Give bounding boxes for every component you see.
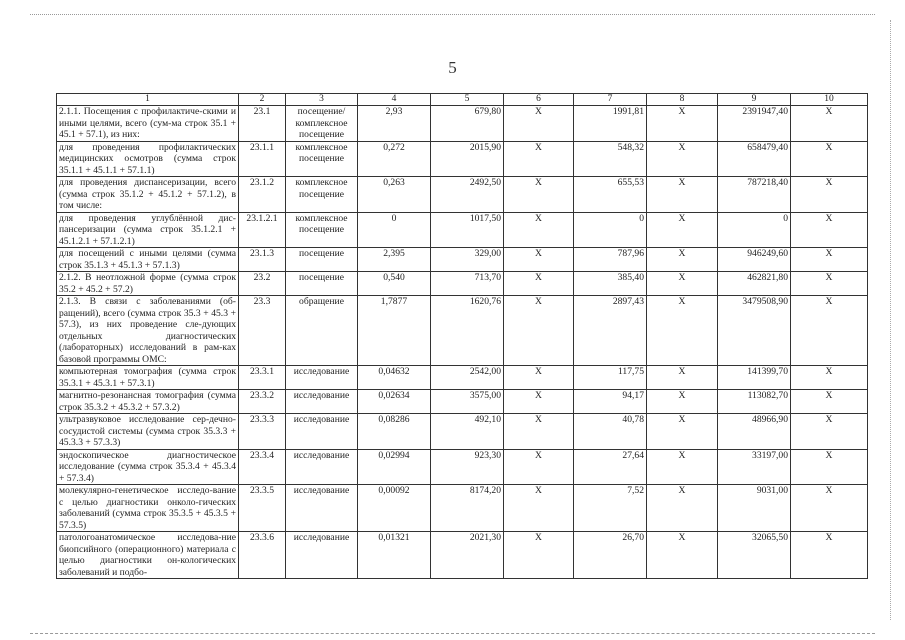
column-header: 8 bbox=[647, 94, 718, 106]
x-mark-cell: Х bbox=[791, 414, 868, 450]
value-cell: 492,10 bbox=[431, 414, 504, 450]
value-cell: 9031,00 bbox=[718, 485, 791, 532]
unit-cell: исследование bbox=[286, 414, 358, 450]
x-mark-cell: Х bbox=[504, 248, 574, 272]
x-mark-cell: Х bbox=[504, 141, 574, 177]
table-header-row bbox=[57, 94, 868, 106]
row-description: ультразвуковое исследование сер-дечно-сосудистой системы (сумма строк 35.3.3 + 45.3.3 + 57.3.3) bbox=[57, 414, 239, 450]
unit-cell: исследование bbox=[286, 449, 358, 485]
row-description: магнитно-резонансная томография (сумма строк 35.3.2 + 45.3.2 + 57.3.2) bbox=[57, 390, 239, 414]
x-mark-cell: Х bbox=[791, 532, 868, 579]
x-mark-cell: Х bbox=[791, 449, 868, 485]
value-cell: 0,00092 bbox=[358, 485, 431, 532]
x-mark-cell: Х bbox=[647, 177, 718, 213]
x-mark-cell: Х bbox=[647, 212, 718, 248]
x-mark-cell: Х bbox=[647, 390, 718, 414]
unit-cell: комплексное посещение bbox=[286, 177, 358, 213]
value-cell: 94,17 bbox=[574, 390, 647, 414]
x-mark-cell: Х bbox=[647, 106, 718, 142]
row-code: 23.3.2 bbox=[239, 390, 286, 414]
x-mark-cell: Х bbox=[647, 414, 718, 450]
column-header: 4 bbox=[358, 94, 431, 106]
value-cell: 462821,80 bbox=[718, 272, 791, 296]
value-cell: 0,272 bbox=[358, 141, 431, 177]
page-bottom-edge bbox=[30, 633, 875, 634]
value-cell: 40,78 bbox=[574, 414, 647, 450]
x-mark-cell: Х bbox=[504, 485, 574, 532]
value-cell: 2021,30 bbox=[431, 532, 504, 579]
x-mark-cell: Х bbox=[504, 106, 574, 142]
table-row bbox=[57, 272, 868, 296]
value-cell: 48966,90 bbox=[718, 414, 791, 450]
x-mark-cell: Х bbox=[791, 485, 868, 532]
table-row bbox=[57, 141, 868, 177]
unit-cell: исследование bbox=[286, 390, 358, 414]
value-cell: 0,04632 bbox=[358, 366, 431, 390]
row-code: 23.3.1 bbox=[239, 366, 286, 390]
value-cell: 113082,70 bbox=[718, 390, 791, 414]
x-mark-cell: Х bbox=[791, 106, 868, 142]
value-cell: 0,02634 bbox=[358, 390, 431, 414]
value-cell: 7,52 bbox=[574, 485, 647, 532]
unit-cell: исследование bbox=[286, 485, 358, 532]
value-cell: 655,53 bbox=[574, 177, 647, 213]
value-cell: 2,93 bbox=[358, 106, 431, 142]
x-mark-cell: Х bbox=[504, 449, 574, 485]
value-cell: 385,40 bbox=[574, 272, 647, 296]
page-right-edge bbox=[890, 20, 891, 620]
x-mark-cell: Х bbox=[791, 390, 868, 414]
value-cell: 0 bbox=[718, 212, 791, 248]
value-cell: 787,96 bbox=[574, 248, 647, 272]
value-cell: 2391947,40 bbox=[718, 106, 791, 142]
value-cell: 548,32 bbox=[574, 141, 647, 177]
unit-cell: исследование bbox=[286, 366, 358, 390]
data-table bbox=[56, 93, 868, 579]
value-cell: 787218,40 bbox=[718, 177, 791, 213]
column-header: 5 bbox=[431, 94, 504, 106]
x-mark-cell: Х bbox=[791, 141, 868, 177]
column-header: 10 bbox=[791, 94, 868, 106]
value-cell: 329,00 bbox=[431, 248, 504, 272]
row-code: 23.3.4 bbox=[239, 449, 286, 485]
value-cell: 26,70 bbox=[574, 532, 647, 579]
x-mark-cell: Х bbox=[504, 366, 574, 390]
x-mark-cell: Х bbox=[791, 366, 868, 390]
row-description: 2.1.1. Посещения с профилактиче-скими и иными целями, всего (сум-ма строк 35.1 + 45.1 + 57.1), из них: bbox=[57, 106, 239, 142]
row-description: компьютерная томография (сумма строк 35.3.1 + 45.3.1 + 57.3.1) bbox=[57, 366, 239, 390]
x-mark-cell: Х bbox=[647, 366, 718, 390]
value-cell: 658479,40 bbox=[718, 141, 791, 177]
table-row bbox=[57, 212, 868, 248]
row-code: 23.1.2.1 bbox=[239, 212, 286, 248]
value-cell: 1991,81 bbox=[574, 106, 647, 142]
value-cell: 27,64 bbox=[574, 449, 647, 485]
value-cell: 141399,70 bbox=[718, 366, 791, 390]
row-description: для проведения углублённой дис-пансеризации (сумма строк 35.1.2.1 + 45.1.2.1 + 57.1.2.1) bbox=[57, 212, 239, 248]
x-mark-cell: Х bbox=[791, 177, 868, 213]
row-description: для посещений с иными целями (сумма строк 35.1.3 + 45.1.3 + 57.1.3) bbox=[57, 248, 239, 272]
row-code: 23.3.5 bbox=[239, 485, 286, 532]
table-row bbox=[57, 449, 868, 485]
table-row bbox=[57, 532, 868, 579]
unit-cell: обращение bbox=[286, 296, 358, 366]
value-cell: 0,08286 bbox=[358, 414, 431, 450]
row-description: для проведения профилактических медицинских осмотров (сумма строк 35.1.1 + 45.1.1 + 57.1.1) bbox=[57, 141, 239, 177]
table-row bbox=[57, 366, 868, 390]
x-mark-cell: Х bbox=[791, 212, 868, 248]
row-description: 2.1.2. В неотложной форме (сумма строк 35.2 + 45.2 + 57.2) bbox=[57, 272, 239, 296]
x-mark-cell: Х bbox=[504, 272, 574, 296]
x-mark-cell: Х bbox=[504, 296, 574, 366]
x-mark-cell: Х bbox=[791, 296, 868, 366]
table-row bbox=[57, 390, 868, 414]
table-row bbox=[57, 485, 868, 532]
table-row bbox=[57, 106, 868, 142]
page-number: 5 bbox=[448, 58, 457, 77]
value-cell: 679,80 bbox=[431, 106, 504, 142]
x-mark-cell: Х bbox=[504, 414, 574, 450]
x-mark-cell: Х bbox=[791, 272, 868, 296]
value-cell: 117,75 bbox=[574, 366, 647, 390]
column-header: 6 bbox=[504, 94, 574, 106]
x-mark-cell: Х bbox=[647, 272, 718, 296]
row-code: 23.1.2 bbox=[239, 177, 286, 213]
row-code: 23.3 bbox=[239, 296, 286, 366]
row-code: 23.1 bbox=[239, 106, 286, 142]
value-cell: 33197,00 bbox=[718, 449, 791, 485]
value-cell: 0,01321 bbox=[358, 532, 431, 579]
value-cell: 923,30 bbox=[431, 449, 504, 485]
row-description: 2.1.3. В связи с заболеваниями (об-ращений), всего (сумма строк 35.3 + 45.3 + 57.3), из них проведение сле-дующих отдельных диагностических (лабораторных) исследований в рам-ках базовой программы ОМС: bbox=[57, 296, 239, 366]
row-description: молекулярно-генетическое исследо-вание с целью диагностики онколо-гических заболеваний (сумма строк 35.3.5 + 45.3.5 + 57.3.5) bbox=[57, 485, 239, 532]
value-cell: 2,395 bbox=[358, 248, 431, 272]
value-cell: 0 bbox=[358, 212, 431, 248]
value-cell: 3479508,90 bbox=[718, 296, 791, 366]
table-row bbox=[57, 296, 868, 366]
value-cell: 3575,00 bbox=[431, 390, 504, 414]
value-cell: 0,263 bbox=[358, 177, 431, 213]
table-row bbox=[57, 177, 868, 213]
row-description: эндоскопическое диагностическое исследование (сумма строк 35.3.4 + 45.3.4 + 57.3.4) bbox=[57, 449, 239, 485]
value-cell: 0,540 bbox=[358, 272, 431, 296]
value-cell: 1620,76 bbox=[431, 296, 504, 366]
unit-cell: комплексное посещение bbox=[286, 141, 358, 177]
unit-cell: исследование bbox=[286, 532, 358, 579]
value-cell: 2897,43 bbox=[574, 296, 647, 366]
unit-cell: посещение bbox=[286, 248, 358, 272]
value-cell: 2492,50 bbox=[431, 177, 504, 213]
unit-cell: посещение bbox=[286, 272, 358, 296]
value-cell: 2015,90 bbox=[431, 141, 504, 177]
value-cell: 946249,60 bbox=[718, 248, 791, 272]
row-code: 23.1.3 bbox=[239, 248, 286, 272]
column-header: 2 bbox=[239, 94, 286, 106]
x-mark-cell: Х bbox=[647, 248, 718, 272]
value-cell: 0 bbox=[574, 212, 647, 248]
row-code: 23.3.6 bbox=[239, 532, 286, 579]
value-cell: 8174,20 bbox=[431, 485, 504, 532]
x-mark-cell: Х bbox=[791, 248, 868, 272]
unit-cell: комплексное посещение bbox=[286, 212, 358, 248]
x-mark-cell: Х bbox=[504, 532, 574, 579]
unit-cell: посещение/ комплексное посещение bbox=[286, 106, 358, 142]
table-row bbox=[57, 248, 868, 272]
x-mark-cell: Х bbox=[647, 449, 718, 485]
row-code: 23.1.1 bbox=[239, 141, 286, 177]
value-cell: 32065,50 bbox=[718, 532, 791, 579]
column-header: 7 bbox=[574, 94, 647, 106]
row-description: патологоанатомическое исследова-ние биопсийного (операционного) материала с целью диагностики он-кологических заболеваний и подбо- bbox=[57, 532, 239, 579]
column-header: 3 bbox=[286, 94, 358, 106]
page-top-edge bbox=[30, 14, 875, 15]
column-header: 1 bbox=[57, 94, 239, 106]
table-row bbox=[57, 414, 868, 450]
column-header: 9 bbox=[718, 94, 791, 106]
value-cell: 2542,00 bbox=[431, 366, 504, 390]
x-mark-cell: Х bbox=[504, 177, 574, 213]
x-mark-cell: Х bbox=[647, 141, 718, 177]
row-code: 23.3.3 bbox=[239, 414, 286, 450]
value-cell: 0,02994 bbox=[358, 449, 431, 485]
value-cell: 1,7877 bbox=[358, 296, 431, 366]
row-code: 23.2 bbox=[239, 272, 286, 296]
x-mark-cell: Х bbox=[504, 212, 574, 248]
row-description: для проведения диспансеризации, всего (сумма строк 35.1.2 + 45.1.2 + 57.1.2), в том числе: bbox=[57, 177, 239, 213]
x-mark-cell: Х bbox=[504, 390, 574, 414]
x-mark-cell: Х bbox=[647, 532, 718, 579]
x-mark-cell: Х bbox=[647, 485, 718, 532]
value-cell: 713,70 bbox=[431, 272, 504, 296]
x-mark-cell: Х bbox=[647, 296, 718, 366]
value-cell: 1017,50 bbox=[431, 212, 504, 248]
